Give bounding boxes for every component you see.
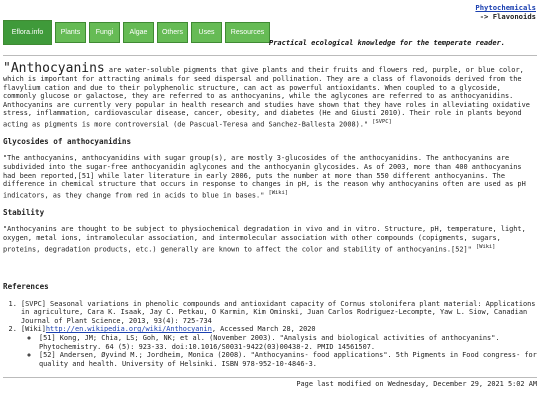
intro-lead: "Anthocyanins (3, 61, 105, 76)
nav-button-eflora-info[interactable]: Eflora.info (3, 20, 52, 45)
nav-button-uses[interactable]: Uses (191, 22, 222, 43)
references-list (3, 300, 537, 369)
intro-text: are water-soluble pigments that give plants and their fruits and flowers red, purple, or blue color, which is important for attracting animals for seed dispersal and pollination. They are a class of flavonoids derived from the flavylium cation and due to their polyphenolic structure, can act as powerful antioxidants. When coupled to a glycoside, commonly glucose or galactose, they are referred to as anthocyanins, while the aglycones are referred to as anthocyanidins. Anthocyanins are currently very popular in health research and studies have shown that they have roles in alleviating oxidative stress, inflammation, cardiovascular disease, cancer, obesity, and diabetes (He and Giusti 2010). Their role in plants beyond acting as pigments is more controversial (de Pascual-Teresa and Sanchez-Ballesta 2008)." (3, 66, 530, 129)
subreference-item: ◦ [52] Andersen, Øyvind M.; Jordheim, Monica (2008). "Anthocyanins- food applications". 5th Pigments in Food congress- for quality and health. University of Helsinki. ISBN 978-952-10-4846-3. (39, 351, 537, 368)
reference-wiki-link[interactable]: http://en.wikipedia.org/wiki/Anthocyanin (45, 325, 212, 334)
breadcrumb (475, 3, 536, 21)
references (3, 283, 537, 368)
stability-citation: [Wiki] (475, 243, 496, 250)
intro-paragraph (3, 62, 537, 129)
footer-divider (3, 377, 537, 378)
breadcrumb-current: -> Flavonoids (479, 12, 536, 21)
stability-text: "Anthocyanins are thought to be subject to physiochemical degradation in vivo and in vitro. Structure, pH, temperature, light, oxygen, metal ions, intramolecular association, and intermolecular association with other compounds (copigments, sugars, proteins, degradation products, etc.) generally are known to affect the color and stability of anthocyanins.[52]" (3, 225, 526, 253)
main-nav (3, 22, 270, 45)
references-heading: References (3, 282, 49, 291)
section-text-glycosides (3, 154, 537, 199)
nav-button-algae[interactable]: Algae (123, 22, 154, 43)
section-text-stability (3, 225, 537, 253)
nav-button-others[interactable]: Others (157, 22, 188, 43)
breadcrumb-link-phytochemicals[interactable]: Phytochemicals (475, 3, 536, 12)
site-tagline: Practical ecological knowledge for the temperate reader. (269, 39, 506, 47)
nav-button-fungi[interactable]: Fungi (89, 22, 120, 43)
last-modified: Page last modified on Wednesday, December 29, 2021 5:02 AM (296, 380, 537, 388)
reference-item-svpc: 1. [SVPC] Seasonal variations in phenolic compounds and antioxidant capacity of Cornus stolonifera plant material: Applications in agriculture, Cara K. Isaak, Jay C. Petkau, O Karmin, Kim Ominski, Juan Carlos Rodriguez-Lecompte, Yaw L. Siow, Canadian Journal of Plant Science, 2013, 93(4): 725-734 (21, 300, 537, 326)
reference-item-wiki (21, 325, 537, 368)
reference-wiki-suffix: , Accessed March 28, 2020 (211, 325, 316, 334)
section-heading-glycosides: Glycosides of anthocyanidins (3, 136, 132, 146)
wiki-subreferences (21, 334, 537, 368)
nav-button-plants[interactable]: Plants (55, 22, 86, 43)
nav-button-resources[interactable]: Resources (225, 22, 270, 43)
glycosides-text: "The anthocyanins, anthocyanidins with sugar group(s), are mostly 3-glucosides of the anthocyanidins. The anthocyanins are subdivided into the sugar-free anthocyanidin aglycones and the anthocyanin glycosides. As of 2003, more than 400 anthocyanins had been reported,[51] while later literature in early 2006, puts the number at more than 550 different anthocyanins. The difference in chemical structure that occurs in response to changes in pH, is the reason why anthocyanins often are used as pH indicators, as they change from red in acids to blue in bases." (3, 154, 526, 200)
article-body (3, 62, 537, 262)
section-heading-stability: Stability (3, 207, 45, 217)
reference-wiki-prefix: [Wiki] (21, 325, 46, 334)
glycosides-citation: [Wiki] (268, 189, 288, 196)
subreference-item: ◦ [51] Kong, JM; Chia, LS; Goh, NK; et al. (November 2003). "Analysis and biological activities of anthocyanins". Phytochemistry. 64 (5): 923-33. doi:10.1016/S0031-9422(03)00438-2. PMID 14561507. (39, 334, 537, 351)
header-divider (3, 55, 537, 56)
intro-citation: [SVPC] (372, 118, 392, 125)
